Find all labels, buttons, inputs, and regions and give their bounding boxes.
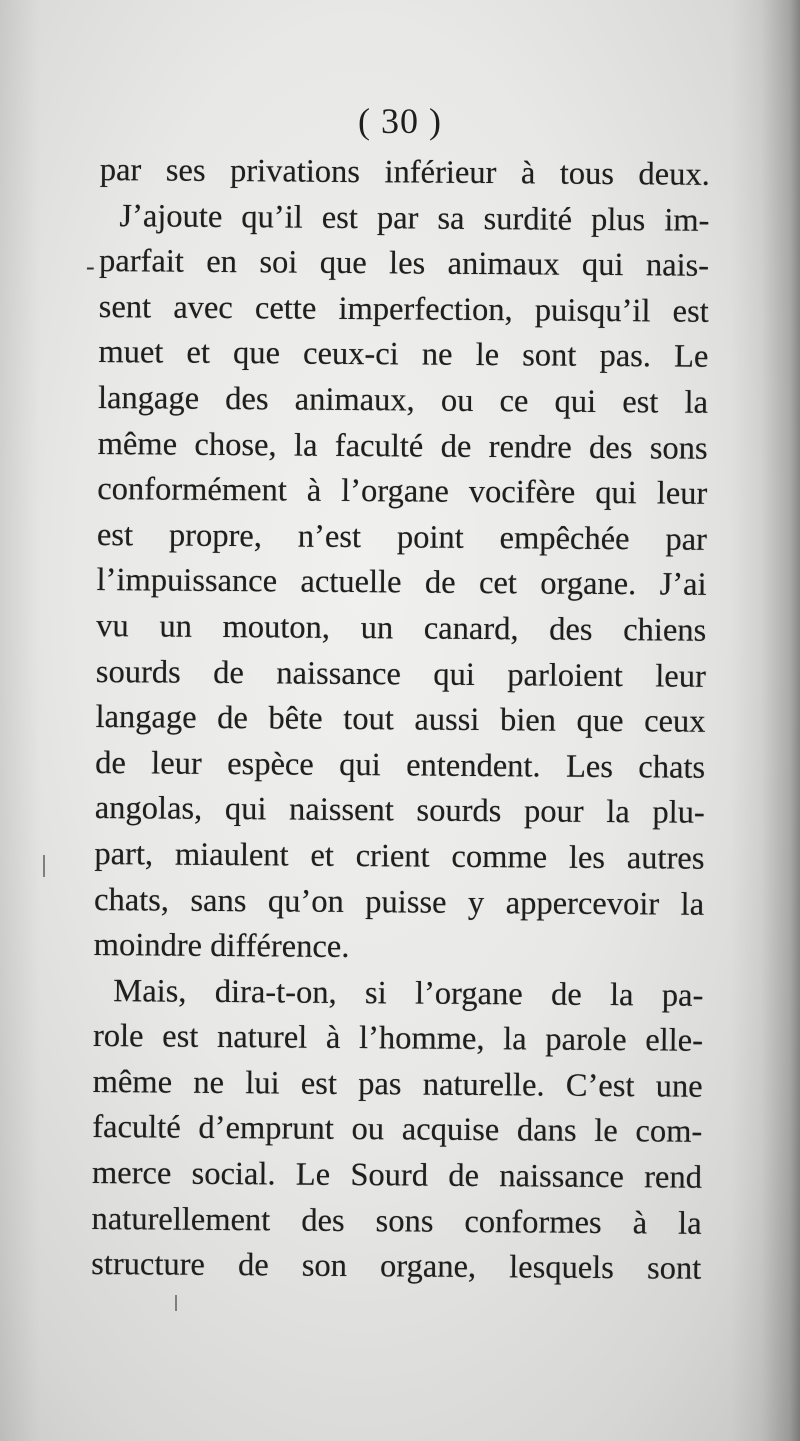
body-text	[91, 148, 710, 1293]
text-line: même ne lui est pas naturelle. C’est une	[92, 1063, 703, 1105]
text-line: structure de son organe, lesquels sont	[91, 1246, 702, 1288]
text-line: J’ajoute qu’il est par sa surdité plus im-	[119, 197, 710, 239]
text-line: l’impuissance actuelle de cet organe. J’ai	[96, 562, 707, 604]
text-line: part, miaulent et crient comme les autres	[94, 835, 705, 877]
text-line: faculté d’emprunt ou acquise dans le com-	[92, 1109, 703, 1151]
margin-tick-mark	[175, 1295, 177, 1311]
text-line: angolas, qui naissent sourds pour la plu-	[94, 790, 705, 832]
text-line: vu un mouton, un canard, des chiens	[96, 607, 707, 649]
text-line: chats, sans qu’on puisse y appercevoir la	[93, 881, 705, 923]
text-line: moindre différence.	[93, 927, 350, 966]
page-shadow-left	[0, 0, 40, 1441]
text-line: muet et que ceux-ci ne le sont pas. Le	[98, 334, 709, 376]
margin-tick-mark	[43, 855, 45, 877]
margin-dash-mark: -	[86, 252, 95, 281]
text-line: sent avec cette imperfection, puisqu’il est	[98, 288, 709, 330]
text-line: naturellement des sons conformes à la	[91, 1200, 702, 1242]
page-number: ( 30 )	[358, 101, 442, 141]
text-line: parfait en soi que les animaux qui nais-	[98, 243, 710, 284]
text-line: langage de bête tout aussi bien que ceux	[95, 699, 706, 740]
text-line: est propre, n’est point empêchée par	[96, 516, 708, 558]
text-line: sourds de naissance qui parloient leur	[95, 653, 707, 695]
text-line: par ses privations inférieur à tous deux.	[99, 151, 710, 193]
text-line: conformément à l’organe vocifère qui leur	[97, 471, 708, 512]
text-line: même chose, la faculté de rendre des sons	[97, 425, 708, 467]
text-line: de leur espèce qui entendent. Les chats	[95, 744, 706, 786]
text-line: role est naturel à l’homme, la parole elle-	[92, 1018, 704, 1060]
page-shadow-right	[730, 0, 800, 1441]
text-line: merce social. Le Sourd de naissance rend	[91, 1155, 703, 1196]
text-line: langage des animaux, ou ce qui est la	[97, 379, 709, 421]
text-line: Mais, dira-t-on, si l’organe de la pa-	[113, 972, 704, 1014]
